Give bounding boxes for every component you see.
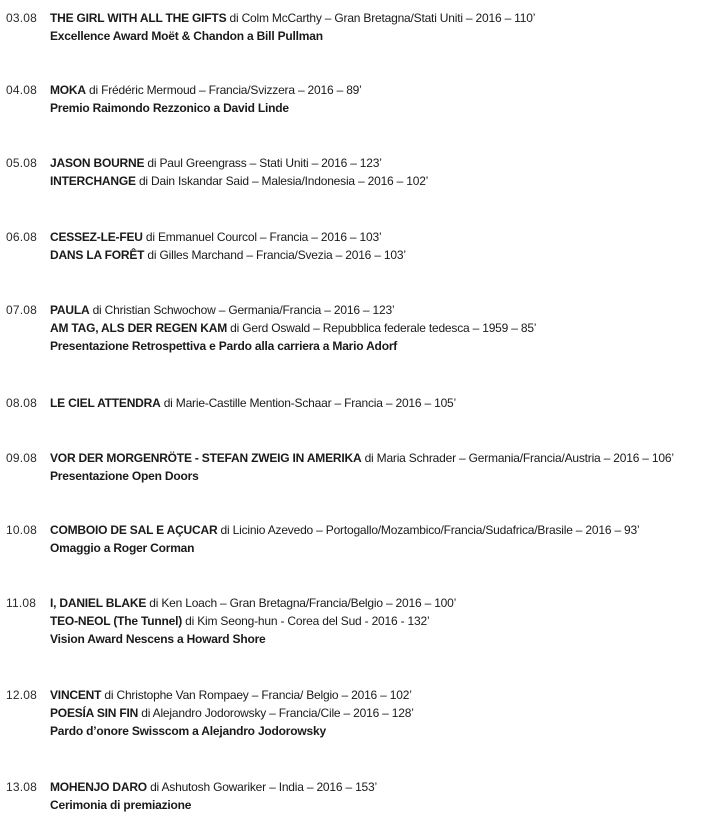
film-entry [50,228,700,246]
film-entry [50,172,700,190]
day-date: 10.08 [6,523,38,537]
day-date: 09.08 [6,451,38,465]
film-entry [50,521,700,539]
film-title: POESÍA SIN FIN [50,706,139,720]
event-entry: Presentazione Retrospettiva e Pardo alla carriera a Mario Adorf [50,339,398,353]
film-title: MOKA [50,83,86,97]
film-title: COMBOIO DE SAL E AÇUCAR [50,523,218,537]
day-date: 04.08 [6,83,38,97]
film-entry [50,319,700,337]
film-details: di Christophe Van Rompaey – Francia/ Belgio – 2016 – 102’ [101,688,412,702]
event-entry: Vision Award Nescens a Howard Shore [50,632,266,646]
film-entry [50,81,700,99]
day-date: 12.08 [6,688,38,702]
film-details: di Dain Iskandar Said – Malesia/Indonesia – 2016 – 102’ [135,174,429,188]
event-entry: Premio Raimondo Rezzonico a David Linde [50,101,289,115]
film-title: CESSEZ-LE-FEU [50,230,143,244]
film-details: di Kim Seong-hun - Corea del Sud - 2016 - 132’ [182,614,430,628]
day-date: 13.08 [6,780,38,794]
film-details: di Maria Schrader – Germania/Francia/Austria – 2016 – 106’ [361,451,674,465]
film-title: VOR DER MORGENRÖTE - STEFAN ZWEIG IN AMERIKA [50,451,362,465]
film-entry [50,246,700,264]
day-date: 03.08 [6,11,38,25]
film-details: di Paul Greengrass – Stati Uniti – 2016 – 123’ [144,156,382,170]
day-date: 06.08 [6,230,38,244]
film-title: THE GIRL WITH ALL THE GIFTS [50,11,227,25]
film-title: I, DANIEL BLAKE [50,596,147,610]
film-details: di Marie-Castille Mention-Schaar – Francia – 2016 – 105’ [160,396,456,410]
film-details: di Ashutosh Gowariker – India – 2016 – 153’ [146,780,377,794]
film-entry [50,778,700,796]
film-details: di Licinio Azevedo – Portogallo/Mozambico/Francia/Sudafrica/Brasile – 2016 – 93’ [217,523,640,537]
day-date: 08.08 [6,396,38,410]
film-title: DANS LA FORÊT [50,248,145,262]
day-date: 11.08 [6,596,37,610]
film-entry [50,394,700,412]
film-details: di Gerd Oswald – Repubblica federale tedesca – 1959 – 85’ [227,321,537,335]
film-entry [50,154,700,172]
film-entry [50,594,700,612]
film-details: di Colm McCarthy – Gran Bretagna/Stati Uniti – 2016 – 110’ [226,11,536,25]
film-entry [50,686,700,704]
film-details: di Gilles Marchand – Francia/Svezia – 2016 – 103’ [144,248,406,262]
film-title: VINCENT [50,688,102,702]
film-entry [50,612,700,630]
event-entry: Excellence Award Moët & Chandon a Bill Pullman [50,29,323,43]
event-entry: Omaggio a Roger Corman [50,541,195,555]
film-details: di Christian Schwochow – Germania/Francia – 2016 – 123’ [89,303,395,317]
event-entry: Cerimonia di premiazione [50,798,192,812]
film-entry [50,449,700,467]
film-title: TEO-NEOL (The Tunnel) [50,614,183,628]
film-title: INTERCHANGE [50,174,136,188]
film-title: PAULA [50,303,90,317]
event-entry: Presentazione Open Doors [50,469,199,483]
film-title: JASON BOURNE [50,156,145,170]
film-title: LE CIEL ATTENDRA [50,396,161,410]
film-entry [50,301,700,319]
film-entry [50,704,700,722]
film-details: di Frédéric Mermoud – Francia/Svizzera – 2016 – 89’ [85,83,362,97]
day-date: 05.08 [6,156,38,170]
film-details: di Alejandro Jodorowsky – Francia/Cile – 2016 – 128’ [138,706,414,720]
film-title: AM TAG, ALS DER REGEN KAM [50,321,227,335]
day-date: 07.08 [6,303,38,317]
film-entry [50,9,700,27]
film-details: di Emmanuel Courcol – Francia – 2016 – 103’ [142,230,382,244]
film-details: di Ken Loach – Gran Bretagna/Francia/Belgio – 2016 – 100’ [146,596,457,610]
film-title: MOHENJO DARO [50,780,147,794]
event-entry: Pardo d’onore Swisscom a Alejandro Jodorowsky [50,724,326,738]
